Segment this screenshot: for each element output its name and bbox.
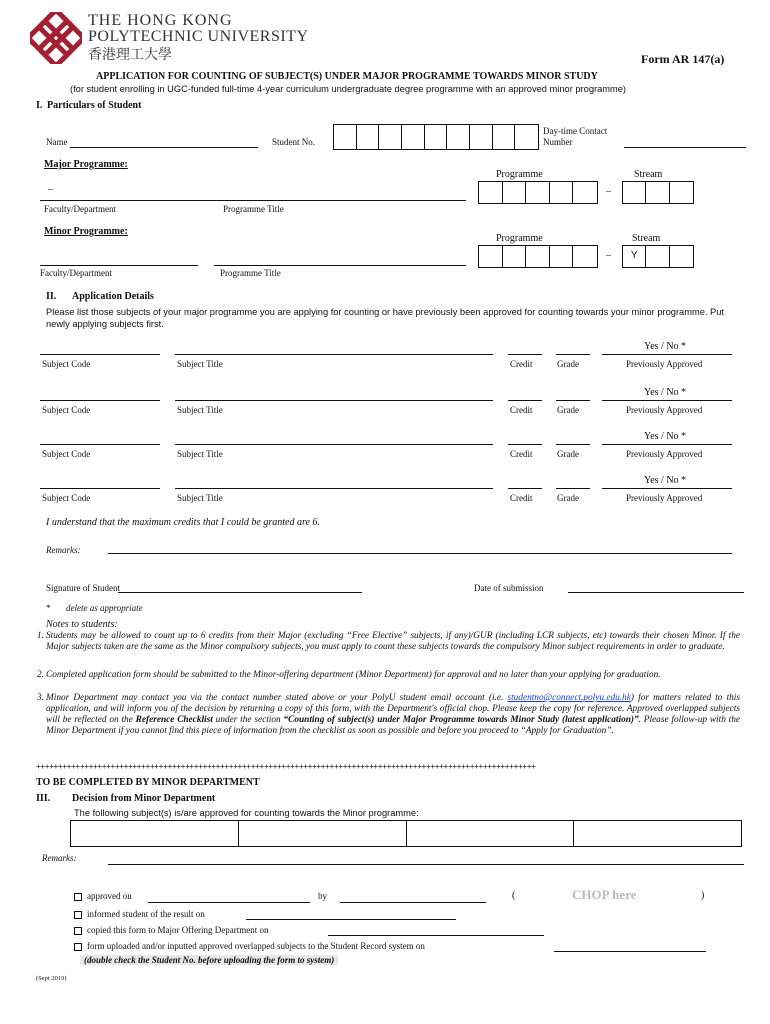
delete-as-appropriate: delete as appropriate (66, 603, 143, 613)
minor-programme-title-label: Programme Title (220, 268, 281, 278)
student-no-label: Student No. (272, 137, 316, 147)
subject-code-field-3[interactable] (40, 444, 160, 445)
contact-label-2: Number (543, 137, 573, 147)
subject-code-field-1[interactable] (40, 354, 160, 355)
chop-open-paren: ( (512, 890, 516, 901)
university-name-chinese: 香港理工大學 (88, 47, 172, 63)
form-version: (Sept 2019) (36, 975, 67, 982)
subject-title-field-3[interactable] (175, 444, 493, 445)
major-faculty-label: Faculty/Department (44, 204, 116, 214)
form-title: APPLICATION FOR COUNTING OF SUBJECT(S) UNDER MAJOR PROGRAMME TOWARDS MINOR STUDY (96, 71, 598, 82)
section3-remarks-label: Remarks: (42, 853, 77, 863)
subject-code-label-1: Subject Code (42, 359, 91, 369)
major-programme-title-label: Programme Title (223, 204, 284, 214)
form-subtitle: (for student enrolling in UGC-funded full-time 4-year curriculum undergraduate degree programme with an approved minor programme) (70, 84, 627, 94)
chop-here-placeholder: CHOP here (572, 887, 637, 902)
section1-heading: Particulars of Student (47, 100, 142, 111)
name-field[interactable] (70, 147, 258, 148)
subject-code-label-3: Subject Code (42, 449, 91, 459)
approved-on-row: approved on (74, 891, 132, 901)
form-uploaded-checkbox[interactable] (74, 943, 82, 951)
subject-title-label-1: Subject Title (177, 359, 223, 369)
major-dash: – (48, 184, 53, 195)
minor-programme-title-field[interactable] (214, 265, 466, 266)
copied-form-row: copied this form to Major Offering Department on (74, 925, 269, 935)
section2-remarks-field[interactable] (108, 553, 732, 554)
copied-form-date-field[interactable] (328, 935, 544, 936)
note-1: 1. Students may be allowed to count up to 6 credits from their Major (excluding “Free Elective” subjects, if any)/GUR (including LCR subjects, etc) towards their chosen Minor. If the Major subjects taken are the same as the Minor compulsory subjects, you must apply to count these subjects towards the compulsory Minor subject requirements in order to graduate. (37, 631, 740, 652)
name-label: Name (46, 137, 68, 147)
grade-field-1[interactable] (556, 354, 590, 355)
grade-field-2[interactable] (556, 400, 590, 401)
subject-title-field-1[interactable] (175, 354, 493, 355)
credit-label-3: Credit (510, 449, 533, 459)
previously-approved-field-1[interactable] (602, 354, 732, 355)
form-number: Form AR 147(a) (641, 52, 725, 66)
contact-label-1: Day-time Contact (543, 126, 608, 136)
note-3: 3. Minor Department may contact you via the contact number stated above or your PolyU student email account (i.e. studentno@connect.polyu.edu.hk) for matters related to this application, and will inform you of the decision by returning a copy of this form, with the Department's official chop. Please keep the copy for reference. Approved overlapped subjects will be reflected on the Reference Checklist under the section “Counting of subject(s) under Major Programme towards Minor Study (latest application)”. Please follow-up with the Minor Department if you cannot find this piece of information from the checklist as soon as possible and before you proceed to “Apply for Graduation”. (37, 693, 741, 736)
subject-title-label-4: Subject Title (177, 493, 223, 503)
signature-field[interactable] (118, 592, 362, 593)
copied-form-checkbox[interactable] (74, 927, 82, 935)
approved-subjects-table[interactable] (70, 820, 742, 847)
completed-by-heading: TO BE COMPLETED BY MINOR DEPARTMENT (36, 777, 260, 788)
approved-on-checkbox[interactable] (74, 893, 82, 901)
credit-field-3[interactable] (508, 444, 542, 445)
form-uploaded-date-field[interactable] (554, 951, 706, 952)
previously-approved-label-2: Previously Approved (626, 405, 703, 415)
informed-student-date-field[interactable] (246, 919, 456, 920)
note-2: 2. Completed application form should be submitted to the Minor-offering department (Minor Department) for approval and no later than your applying for graduation. (37, 670, 661, 680)
previously-approved-field-4[interactable] (602, 488, 732, 489)
previously-approved-label-1: Previously Approved (626, 359, 703, 369)
minor-faculty-label: Faculty/Department (40, 268, 112, 278)
previously-approved-field-3[interactable] (602, 444, 732, 445)
signature-label: Signature of Student (46, 583, 120, 593)
subject-title-label-3: Subject Title (177, 449, 223, 459)
major-programme-field[interactable] (40, 200, 466, 201)
section2-remarks-label: Remarks: (46, 545, 81, 555)
yes-no-3[interactable]: Yes / No * (644, 431, 687, 442)
grade-field-4[interactable] (556, 488, 590, 489)
credit-label-2: Credit (510, 405, 533, 415)
section2-heading: Application Details (72, 291, 154, 302)
minor-hyphen: – (606, 250, 611, 261)
grade-label-3: Grade (557, 449, 579, 459)
double-check-note: (double check the Student No. before uploading the form to system) (80, 955, 338, 965)
previously-approved-label-3: Previously Approved (626, 449, 703, 459)
subject-code-label-4: Subject Code (42, 493, 91, 503)
major-stream-boxes[interactable] (622, 181, 694, 204)
student-no-boxes[interactable] (333, 124, 539, 150)
subject-title-field-4[interactable] (175, 488, 493, 489)
separator-line: ++++++++++++++++++++++++++++++++++++++++++++++++++++++++++++++++++++++++++++++++++++++++++++++++++++++++++++++++++ (36, 762, 536, 771)
minor-programme-heading: Minor Programme: (44, 226, 128, 237)
section3-number: III. (36, 793, 51, 804)
yes-no-2[interactable]: Yes / No * (644, 387, 687, 398)
previously-approved-label-4: Previously Approved (626, 493, 703, 503)
subject-code-label-2: Subject Code (42, 405, 91, 415)
approved-subject-cell-1[interactable] (71, 821, 239, 846)
subject-code-field-2[interactable] (40, 400, 160, 401)
date-of-submission-field[interactable] (568, 592, 744, 593)
minor-programme-code-boxes[interactable] (478, 245, 598, 268)
credit-label-4: Credit (510, 493, 533, 503)
informed-student-checkbox[interactable] (74, 911, 82, 919)
minor-stream-label: Stream (632, 233, 661, 244)
date-of-submission-label: Date of submission (474, 583, 544, 593)
subject-title-field-2[interactable] (175, 400, 493, 401)
section3-remarks-field[interactable] (108, 864, 744, 865)
university-name-line2: POLYTECHNIC UNIVERSITY (88, 28, 309, 45)
grade-label-4: Grade (557, 493, 579, 503)
approved-subject-cell-4[interactable] (574, 821, 741, 846)
grade-label-1: Grade (557, 359, 579, 369)
yes-no-4[interactable]: Yes / No * (644, 475, 687, 486)
by-label: by (318, 891, 327, 901)
section2-number: II. (46, 291, 57, 302)
informed-student-row: informed student of the result on (74, 909, 205, 919)
subject-title-label-2: Subject Title (177, 405, 223, 415)
minor-programme-label: Programme (496, 233, 543, 244)
polyu-logo (30, 12, 82, 64)
minor-stream-y-cell: Y (623, 246, 646, 267)
approved-subject-cell-2[interactable] (239, 821, 407, 846)
max-credits-statement: I understand that the maximum credits that I could be granted are 6. (46, 517, 320, 528)
major-programme-label: Programme (496, 169, 543, 180)
major-programme-code-boxes[interactable] (478, 181, 598, 204)
section3-heading: Decision from Minor Department (72, 793, 216, 804)
subject-code-field-4[interactable] (40, 488, 160, 489)
grade-field-3[interactable] (556, 444, 590, 445)
form-uploaded-row: form uploaded and/or inputted approved overlapped subjects to the Student Record system on (74, 941, 425, 951)
approved-table-caption: The following subject(s) is/are approved for counting towards the Minor programme: (74, 808, 419, 818)
asterisk: * (46, 603, 51, 613)
notes-heading: Notes to students: (46, 619, 118, 630)
credit-field-2[interactable] (508, 400, 542, 401)
chop-close-paren: ) (701, 890, 705, 901)
approved-subject-cell-3[interactable] (407, 821, 575, 846)
major-programme-heading: Major Programme: (44, 159, 128, 170)
major-stream-label: Stream (634, 169, 663, 180)
major-hyphen: – (606, 186, 611, 197)
credit-field-1[interactable] (508, 354, 542, 355)
student-email-link[interactable]: studentno@connect.polyu.edu.hk (507, 693, 631, 703)
minor-faculty-field[interactable] (40, 265, 198, 266)
approved-on-field[interactable] (148, 902, 310, 903)
minor-stream-boxes[interactable] (622, 245, 694, 268)
credit-label-1: Credit (510, 359, 533, 369)
section2-instructions: Please list those subjects of your major programme you are applying for counting or have previously been approved for counting towards your minor programme. Put newly applying subjects first. (46, 307, 724, 329)
approved-by-field[interactable] (340, 902, 486, 903)
university-name-line1: THE HONG KONG (88, 12, 233, 29)
contact-number-field[interactable] (624, 147, 746, 148)
grade-label-2: Grade (557, 405, 579, 415)
section1-number: I. (36, 100, 43, 111)
credit-field-4[interactable] (508, 488, 542, 489)
previously-approved-field-2[interactable] (602, 400, 732, 401)
yes-no-1[interactable]: Yes / No * (644, 341, 687, 352)
